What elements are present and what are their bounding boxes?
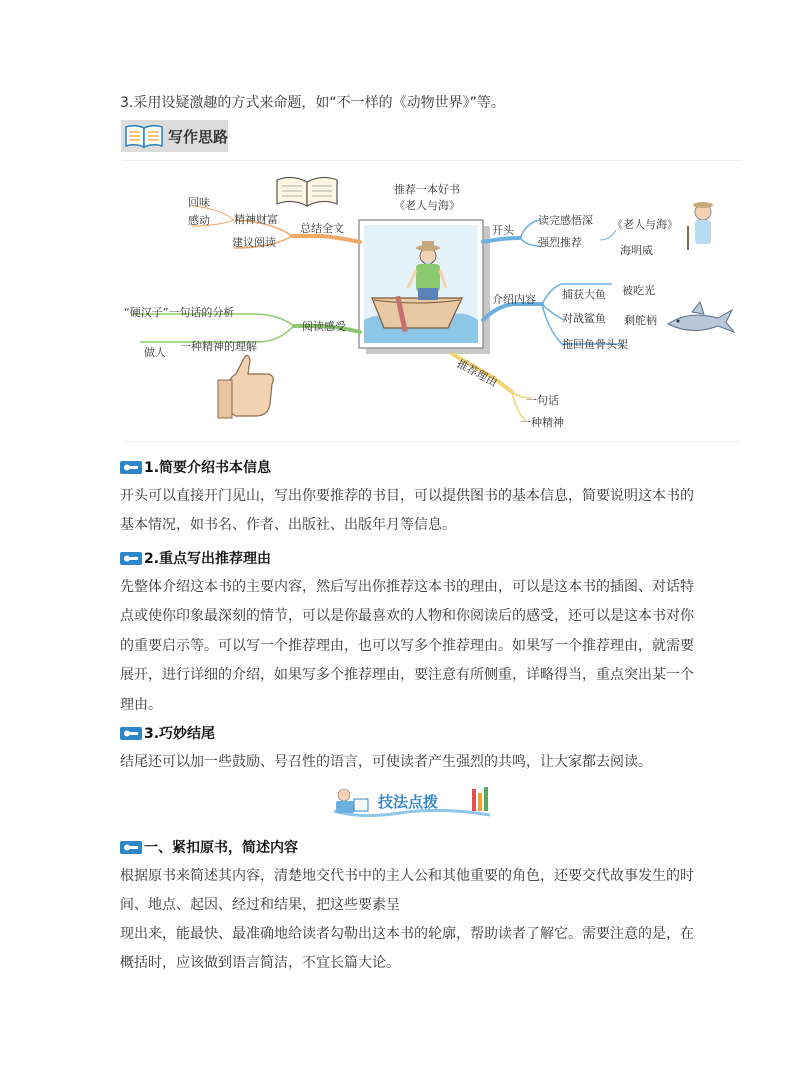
branch-feeling-label: 阅读感受: [302, 320, 346, 333]
open-book-icon: [124, 123, 164, 149]
opening-a: 读完感悟深: [538, 214, 593, 227]
technique-1-title: 一、紧扣原书，简述内容: [144, 840, 298, 856]
writing-approach-banner: [121, 120, 228, 152]
opening-b: 强烈推荐: [538, 236, 582, 249]
content-a-result: 被吃光: [622, 284, 655, 297]
intro-line: 3.采用设疑激趣的方式来命题，如“不一样的《动物世界》”等。: [120, 95, 505, 111]
section-1-heading: [120, 457, 271, 477]
section-1-title: 1.简要介绍书本信息: [144, 460, 272, 476]
center-title: 推荐一本好书: [394, 183, 460, 196]
pencils-icon: [472, 787, 488, 811]
section-2-heading: [120, 548, 271, 568]
recall-a: 回味: [188, 196, 210, 209]
branch-content-label: 介绍内容: [492, 293, 536, 306]
techniques-banner: [330, 785, 495, 819]
shark-icon: [668, 302, 734, 332]
section-2-title: 2.重点写出推荐理由: [144, 551, 272, 567]
technique-1-body-1: 根据原书来简述其内容，清楚地交代书中的主人公和其他重要的角色，还要交代故事发生的时间、地点、起因、经过和结果，把这些要素呈: [120, 868, 694, 914]
branch-opening-label: 开头: [492, 224, 514, 237]
branch-content-line: [483, 304, 542, 320]
content-b-result: 剩舵柄: [624, 314, 657, 327]
writing-approach-title: 写作思路: [168, 128, 229, 146]
branch-reason-label: 推荐理由: [454, 357, 500, 390]
old-man-icon: [688, 202, 713, 250]
feeling-a: “硬汉子”一句话的分析: [124, 306, 235, 319]
reason-a: 一句话: [526, 394, 559, 407]
reason-b: 一种精神: [520, 416, 564, 429]
feeling-b: 一种精神的理解: [180, 340, 257, 353]
section-1-body: 开头可以直接开门见山，写出你要推荐的书目，可以提供图书的基本信息，简要说明这本书的基本情况，如书名、作者、出版社、出版年月等信息。: [120, 488, 694, 534]
center-book: 《老人与海》: [394, 199, 460, 212]
heading-tag-icon: [120, 841, 142, 854]
section-3-title: 3.巧妙结尾: [144, 726, 216, 742]
heading-tag-icon: [120, 552, 142, 565]
technique-1-body-2: 现出来，能最快、最准确地给读者勾勒出这本书的轮廓，帮助读者了解它。需要注意的是，在概括时，应该做到语言简洁，不宜长篇大论。: [120, 926, 694, 972]
section-2-body: 先整体介绍这本书的主要内容，然后写出你推荐这本书的理由，可以是这本书的插图、对话特点或使你印象最深刻的情节，可以是你最喜欢的人物和你阅读后的感受，还可以是这本书对你的重要启示等。可以写一个推荐理由，也可以写多个推荐理由。如果写一个推荐理由，就需要展开，进行详细的介绍，如果写多个推荐理由，要注意有所侧重，详略得当，重点突出某一个理由。: [120, 579, 694, 713]
recall-b: 感动: [188, 214, 210, 227]
summary-a: 精神财富: [234, 213, 278, 226]
opening-author: 海明威: [620, 244, 653, 257]
summary-b: 建议阅读: [232, 236, 276, 249]
feeling-b-label: 做人: [144, 346, 166, 359]
open-book-illustration-icon: [277, 177, 337, 206]
branch-summary-line: [292, 236, 360, 242]
reading-child-icon: [336, 789, 368, 813]
opening-book-name: 《老人与海》: [612, 218, 678, 231]
section-3-heading: [120, 723, 215, 743]
mind-map: [122, 160, 742, 442]
heading-tag-icon: [120, 461, 142, 474]
content-c: 拖回鱼骨头架: [562, 338, 628, 351]
content-b: 对战鲨鱼: [562, 312, 606, 325]
section-3-body: 结尾还可以加一些鼓励、号召性的语言，可使读者产生强烈的共鸣，让大家都去阅读。: [120, 754, 652, 770]
technique-1-heading: [120, 837, 298, 857]
thumbs-up-icon: [218, 355, 273, 418]
content-a: 捕获大鱼: [562, 288, 606, 301]
techniques-banner-title: 技法点拨: [378, 793, 439, 811]
heading-tag-icon: [120, 727, 142, 740]
center-book-card: [359, 220, 490, 354]
branch-summary-label: 总结全文: [300, 222, 344, 235]
